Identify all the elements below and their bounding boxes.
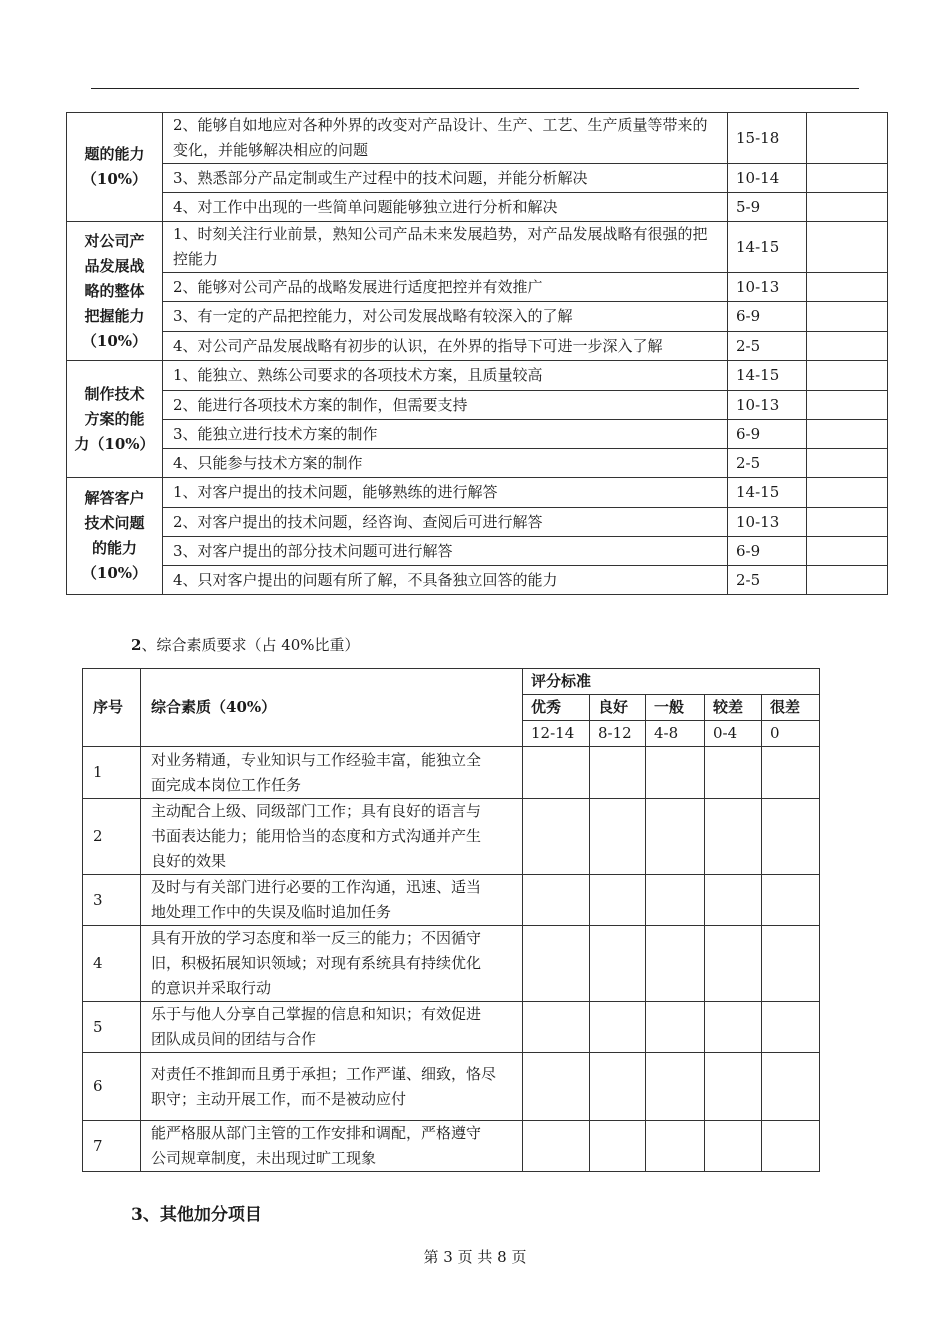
rating-cell: [523, 799, 590, 875]
table1-row: [67, 273, 888, 302]
rating-cell: [590, 1121, 646, 1172]
table1-row: [67, 566, 888, 595]
score-entry-cell: [807, 222, 888, 273]
criteria-description: 4、只对客户提出的问题有所了解，不具备独立回答的能力: [163, 566, 728, 595]
level-average: 一般: [646, 695, 705, 721]
category-cell: [67, 113, 163, 222]
score-entry-cell: [807, 478, 888, 508]
rating-cell: [762, 1002, 820, 1053]
table1-row: [67, 164, 888, 193]
quality-description: [141, 799, 523, 875]
category-line: （10%）: [81, 564, 148, 582]
rating-cell: [523, 1002, 590, 1053]
rating-cell: [590, 1053, 646, 1121]
score-range: 6-9: [728, 420, 807, 449]
level-very-poor: 很差: [762, 695, 820, 721]
table1-row: [67, 478, 888, 508]
score-range: 6-9: [728, 537, 807, 566]
rating-cell: [646, 875, 705, 926]
quality-description: [141, 875, 523, 926]
score-entry-cell: [807, 273, 888, 302]
rating-cell: [705, 799, 762, 875]
quality-line: 对业务精通，专业知识与工作经验丰富，能独立全: [151, 750, 482, 769]
rating-cell: [646, 1053, 705, 1121]
rating-cell: [705, 1121, 762, 1172]
rating-cell: [762, 1121, 820, 1172]
rating-cell: [705, 926, 762, 1002]
score-range: 14-15: [728, 478, 807, 508]
score-entry-cell: [807, 391, 888, 420]
score-entry-cell: [807, 420, 888, 449]
quality-description: [141, 1121, 523, 1172]
category-line: 品发展战: [84, 256, 145, 275]
rating-cell: [523, 926, 590, 1002]
rating-cell: [705, 747, 762, 799]
score-range: 14-15: [728, 222, 807, 273]
rating-cell: [705, 1053, 762, 1121]
row-number: 7: [83, 1121, 141, 1172]
category-line: （10%）: [81, 331, 148, 350]
col-header-item: 综合素质（40%）: [141, 669, 523, 747]
table2-row: [83, 926, 820, 1002]
criteria-description: 2、对客户提出的技术问题，经咨询、查阅后可进行解答: [163, 508, 728, 537]
score-entry-cell: [807, 164, 888, 193]
range-poor: 0-4: [705, 721, 762, 747]
table2-row: [83, 799, 820, 875]
rating-cell: [646, 799, 705, 875]
quality-description: [141, 926, 523, 1002]
quality-line: 主动配合上级、同级部门工作；具有良好的语言与: [151, 802, 482, 820]
row-number: 2: [83, 799, 141, 875]
table1-row: [67, 193, 888, 222]
category-line: （10%）: [81, 170, 148, 188]
rating-cell: [646, 747, 705, 799]
rating-cell: [523, 875, 590, 926]
rating-cell: [762, 926, 820, 1002]
rating-cell: [762, 747, 820, 799]
rating-cell: [590, 875, 646, 926]
category-line: 制作技术: [84, 384, 145, 403]
quality-line: 的意识并采取行动: [151, 979, 272, 997]
score-range: 2-5: [728, 566, 807, 595]
quality-line: 书面表达能力；能用恰当的态度和方式沟通并产生: [151, 827, 482, 845]
quality-line: 旧，积极拓展知识领域；对现有系统具有持续优化: [151, 954, 482, 972]
score-entry-cell: [807, 449, 888, 478]
section-2-text: 、综合素质要求（占 40%比重）: [141, 636, 360, 654]
quality-line: 公司规章制度，未出现过旷工现象: [151, 1149, 377, 1167]
rating-cell: [523, 1121, 590, 1172]
table2-row: [83, 1002, 820, 1053]
score-entry-cell: [807, 302, 888, 332]
technical-ability-table: [66, 112, 888, 595]
col-header-criteria: 评分标准: [523, 669, 820, 695]
row-number: 3: [83, 875, 141, 926]
score-range: 10-13: [728, 391, 807, 420]
rating-cell: [646, 1002, 705, 1053]
table1-row: [67, 420, 888, 449]
quality-line: 及时与有关部门进行必要的工作沟通，迅速、适当: [151, 878, 482, 896]
criteria-description: 2、能进行各项技术方案的制作，但需要支持: [163, 391, 728, 420]
category-line: 解答客户: [84, 489, 145, 507]
category-line: 对公司产: [84, 231, 145, 250]
table1-row: [67, 113, 888, 164]
table1-row: [67, 222, 888, 273]
category-line: 题的能力: [84, 145, 145, 163]
category-cell: [67, 361, 163, 478]
quality-line: 乐于与他人分享自己掌握的信息和知识；有效促进: [151, 1005, 482, 1023]
section-2-number: 2: [131, 636, 142, 654]
rating-cell: [762, 875, 820, 926]
rating-cell: [590, 799, 646, 875]
score-entry-cell: [807, 361, 888, 391]
criteria-description: 3、对客户提出的部分技术问题可进行解答: [163, 537, 728, 566]
rating-cell: [646, 1121, 705, 1172]
section-2-title: [131, 634, 360, 655]
score-entry-cell: [807, 332, 888, 361]
score-range: 15-18: [728, 113, 807, 164]
quality-line: 面完成本岗位工作任务: [151, 775, 302, 794]
criteria-description: 3、熟悉部分产品定制或生产过程中的技术问题，并能分析解决: [163, 164, 728, 193]
quality-line: 职守；主动开展工作，而不是被动应付: [151, 1089, 407, 1108]
criteria-description: 1、时刻关注行业前景，熟知公司产品未来发展趋势，对产品发展战略有很强的把控能力: [163, 222, 728, 273]
score-range: 14-15: [728, 361, 807, 391]
table2-row: [83, 1121, 820, 1172]
quality-line: 对责任不推卸而且勇于承担；工作严谨、细致，恪尽: [151, 1064, 497, 1083]
criteria-description: 2、能够对公司产品的战略发展进行适度把控并有效推广: [163, 273, 728, 302]
quality-description: [141, 747, 523, 799]
category-line: 技术问题: [84, 514, 145, 532]
quality-description: [141, 1053, 523, 1121]
header-rule: [91, 88, 859, 89]
table1-row: [67, 449, 888, 478]
score-entry-cell: [807, 113, 888, 164]
table1-row: [67, 361, 888, 391]
rating-cell: [523, 1053, 590, 1121]
category-line: 把握能力: [84, 306, 145, 325]
score-range: 2-5: [728, 332, 807, 361]
rating-cell: [705, 1002, 762, 1053]
score-range: 2-5: [728, 449, 807, 478]
score-range: 10-14: [728, 164, 807, 193]
col-header-no: 序号: [83, 669, 141, 747]
rating-cell: [590, 926, 646, 1002]
score-range: 10-13: [728, 508, 807, 537]
level-good: 良好: [590, 695, 646, 721]
page-footer: 第 3 页 共 8 页: [423, 1248, 527, 1266]
score-entry-cell: [807, 508, 888, 537]
criteria-description: 3、有一定的产品把控能力，对公司发展战略有较深入的了解: [163, 302, 728, 332]
table2-row: [83, 1053, 820, 1121]
table1-row: [67, 391, 888, 420]
criteria-description: 4、只能参与技术方案的制作: [163, 449, 728, 478]
quality-line: 团队成员间的团结与合作: [151, 1030, 317, 1048]
row-number: 5: [83, 1002, 141, 1053]
rating-cell: [762, 1053, 820, 1121]
table1-row: [67, 537, 888, 566]
category-line: 方案的能: [84, 409, 145, 428]
score-range: 5-9: [728, 193, 807, 222]
quality-line: 良好的效果: [151, 852, 227, 870]
quality-line: 地处理工作中的失误及临时追加任务: [151, 903, 392, 921]
table1-row: [67, 302, 888, 332]
row-number: 6: [83, 1053, 141, 1121]
rating-cell: [590, 1002, 646, 1053]
rating-cell: [590, 747, 646, 799]
criteria-description: 4、对公司产品发展战略有初步的认识，在外界的指导下可进一步深入了解: [163, 332, 728, 361]
criteria-description: 2、能够自如地应对各种外界的改变对产品设计、生产、工艺、生产质量等带来的变化，并能够解决相应的问题: [163, 113, 728, 164]
criteria-description: 1、能独立、熟练公司要求的各项技术方案，且质量较高: [163, 361, 728, 391]
range-average: 4-8: [646, 721, 705, 747]
score-range: 6-9: [728, 302, 807, 332]
row-number: 4: [83, 926, 141, 1002]
criteria-description: 4、对工作中出现的一些简单问题能够独立进行分析和解决: [163, 193, 728, 222]
table2-row: [83, 747, 820, 799]
criteria-description: 3、能独立进行技术方案的制作: [163, 420, 728, 449]
score-range: 10-13: [728, 273, 807, 302]
table1-row: [67, 332, 888, 361]
rating-cell: [646, 926, 705, 1002]
range-excellent: 12-14: [523, 721, 590, 747]
score-entry-cell: [807, 566, 888, 595]
category-line: 的能力: [91, 539, 137, 557]
category-line: 力（10%）: [74, 434, 155, 453]
table2-row: [83, 875, 820, 926]
score-entry-cell: [807, 537, 888, 566]
section-3-title: 3、其他加分项目: [131, 1205, 262, 1225]
quality-line: 具有开放的学习态度和举一反三的能力；不因循守: [151, 929, 482, 947]
category-cell: [67, 478, 163, 595]
rating-cell: [762, 799, 820, 875]
level-excellent: 优秀: [523, 695, 590, 721]
quality-description: [141, 1002, 523, 1053]
comprehensive-quality-table: [82, 668, 820, 1172]
rating-cell: [523, 747, 590, 799]
category-cell: [67, 222, 163, 361]
level-poor: 较差: [705, 695, 762, 721]
category-line: 略的整体: [84, 281, 145, 300]
range-good: 8-12: [590, 721, 646, 747]
table1-row: [67, 508, 888, 537]
row-number: 1: [83, 747, 141, 799]
quality-line: 能严格服从部门主管的工作安排和调配，严格遵守: [151, 1124, 482, 1142]
score-entry-cell: [807, 193, 888, 222]
criteria-description: 1、对客户提出的技术问题，能够熟练的进行解答: [163, 478, 728, 508]
rating-cell: [705, 875, 762, 926]
range-very-poor: 0: [762, 721, 820, 747]
